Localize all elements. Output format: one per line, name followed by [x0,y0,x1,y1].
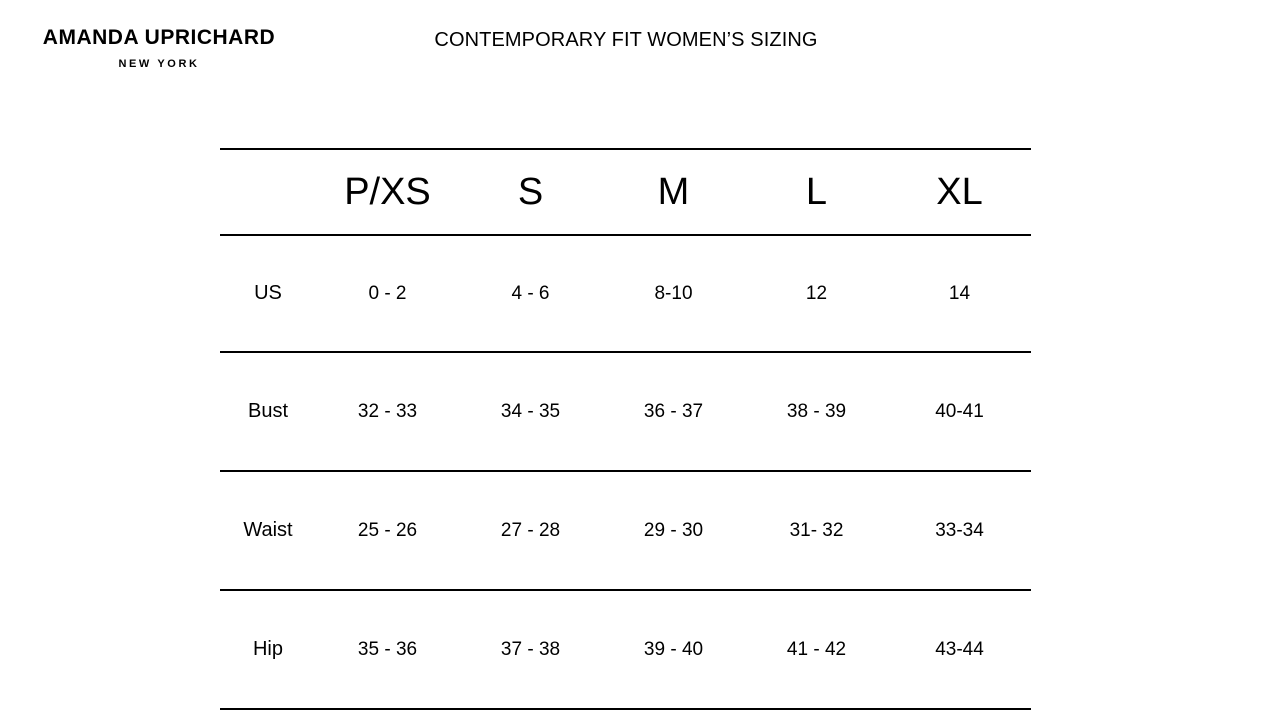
cell-us-s: 4 - 6 [459,235,602,352]
cell-bust-m: 36 - 37 [602,352,745,471]
row-label-waist: Waist [220,471,316,590]
row-label-us: US [220,235,316,352]
cell-hip-xl: 43-44 [888,590,1031,709]
brand-name: AMANDA UPRICHARD [42,26,276,49]
cell-waist-xl: 33-34 [888,471,1031,590]
column-header-xl: XL [888,149,1031,235]
table-corner-cell [220,149,316,235]
table-header-row [220,149,1031,235]
row-label-hip: Hip [220,590,316,709]
cell-waist-pxs: 25 - 26 [316,471,459,590]
cell-us-m: 8-10 [602,235,745,352]
size-chart-table [220,148,1031,710]
column-header-l: L [745,149,888,235]
column-header-m: M [602,149,745,235]
cell-bust-pxs: 32 - 33 [316,352,459,471]
row-label-bust: Bust [220,352,316,471]
cell-waist-m: 29 - 30 [602,471,745,590]
cell-us-l: 12 [745,235,888,352]
cell-waist-s: 27 - 28 [459,471,602,590]
cell-hip-s: 37 - 38 [459,590,602,709]
cell-us-pxs: 0 - 2 [316,235,459,352]
brand-location: NEW YORK [118,58,200,71]
cell-hip-pxs: 35 - 36 [316,590,459,709]
cell-bust-l: 38 - 39 [745,352,888,471]
cell-waist-l: 31- 32 [745,471,888,590]
column-header-pxs: P/XS [316,149,459,235]
table-row [220,352,1031,471]
table-row [220,590,1031,709]
cell-hip-l: 41 - 42 [745,590,888,709]
cell-bust-s: 34 - 35 [459,352,602,471]
cell-hip-m: 39 - 40 [602,590,745,709]
column-header-s: S [459,149,602,235]
cell-us-xl: 14 [888,235,1031,352]
cell-bust-xl: 40-41 [888,352,1031,471]
table-row [220,471,1031,590]
table-row [220,235,1031,352]
page-title: CONTEMPORARY FIT WOMEN’S SIZING [434,29,818,51]
